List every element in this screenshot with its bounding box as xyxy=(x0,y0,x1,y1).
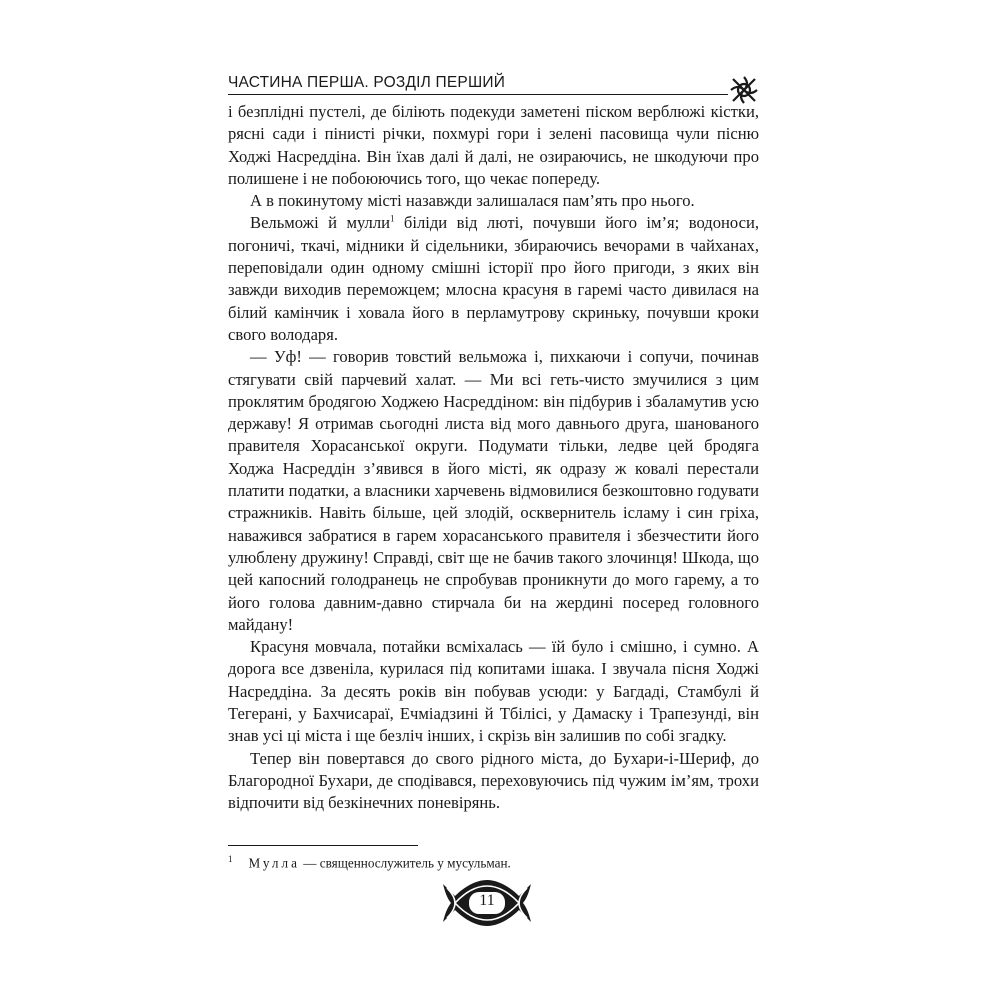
page-number: 11 xyxy=(479,892,495,909)
footnote-rule xyxy=(228,845,418,846)
paragraph-3 xyxy=(228,212,759,346)
header-title: ЧАСТИНА ПЕРША. РОЗДІЛ ПЕРШИЙ xyxy=(228,74,506,91)
footnote-marker[interactable]: 1 xyxy=(389,213,395,224)
body-text xyxy=(228,101,759,815)
running-header xyxy=(228,72,758,102)
paragraph-2: А в покинутому місті назавжди залишалася пам’ять про нього. xyxy=(250,191,695,211)
header-rule xyxy=(228,94,728,95)
paragraph-1: і безплідні пустелі, де біліють подекуди заметені піском верблюжі кістки, рясні сади і пінисті річки, похмурі гори і зелені пасовища чули пісню Ходжі Насреддіна. Він їхав далі й далі, не озираючись, не шкодуючи про полишене і не побоюючись того, що чекає попереду. xyxy=(228,102,759,188)
celtic-knot-icon xyxy=(730,76,758,104)
paragraph-3-start: Вельможі й мулли xyxy=(250,213,390,233)
footnote-number: 1 xyxy=(228,854,233,864)
paragraph-5: Красуня мовчала, потайки всміхалась — їй було і смішно, і сумно. А дорога все дзвеніла, курилася під копитами ішака. І звучала пісня Ходжі Насреддіна. За десять років він побував усюди: у Багдаді, Стамбулі й Тегерані, у Бахчисараї, Ечміадзині й Тбілісі, у Дамаску і Трапезунді, він знав усі ці міста і ще безліч інших, і скрізь він залишив по собі згадку. xyxy=(228,637,759,746)
footnote xyxy=(228,851,759,871)
paragraph-4: — Уф! — говорив товстий вельможа і, пихкаючи і сопучи, починав стягувати свій парчевий халат. — Ми всі геть-чисто змучилися з цим проклятим бродягою Ходжею Насреддіном: він підбурив і збаламутив усю державу! Я отримав сьогодні листа від мого давнього друга, шанованого правителя Хорасанської округи. Подумати тільки, ледве цей бродяга Ходжа Насреддін з’явився в його місті, як одразу ж ковалі перестали платити податки, а власники харчевень відмовилися безкоштовно годувати стражників. Навіть більше, цей злодій, осквернитель ісламу і син гріха, наважився забратися в гарем хорасанського правителя і збезчестити його улюблену дружину! Справді, світ ще не бачив такого злочинця! Шкода, що цей капосний голодранець не спробував проникнути до мого гарему, а то його голова давним-давно стирчала би на жердині посеред головного майдану! xyxy=(228,347,759,634)
paragraph-6: Тепер він повертався до свого рідного міста, до Бухари-і-Шериф, до Благородної Бухари, де сподівався, переховуючись під чужим ім’ям, трохи відпочити від безкінечних поневірянь. xyxy=(228,748,759,813)
paragraph-3-rest: біліди від люті, почувши його ім’я; водоноси, погоничі, ткачі, мідники й сідельники, збираючись вечорами в чайханах, переповідали один одному смішні історії про його пригоди, з яких він завжди виходив переможцем; млосна красуня в гаремі часто дивилася на білий камінчик і ховала його в перламутрову скриньку, почувши кроки свого володаря. xyxy=(228,213,759,344)
footnote-term: Мулла xyxy=(248,855,300,871)
footnote-definition: — священнослужитель у мусульман. xyxy=(299,855,511,871)
